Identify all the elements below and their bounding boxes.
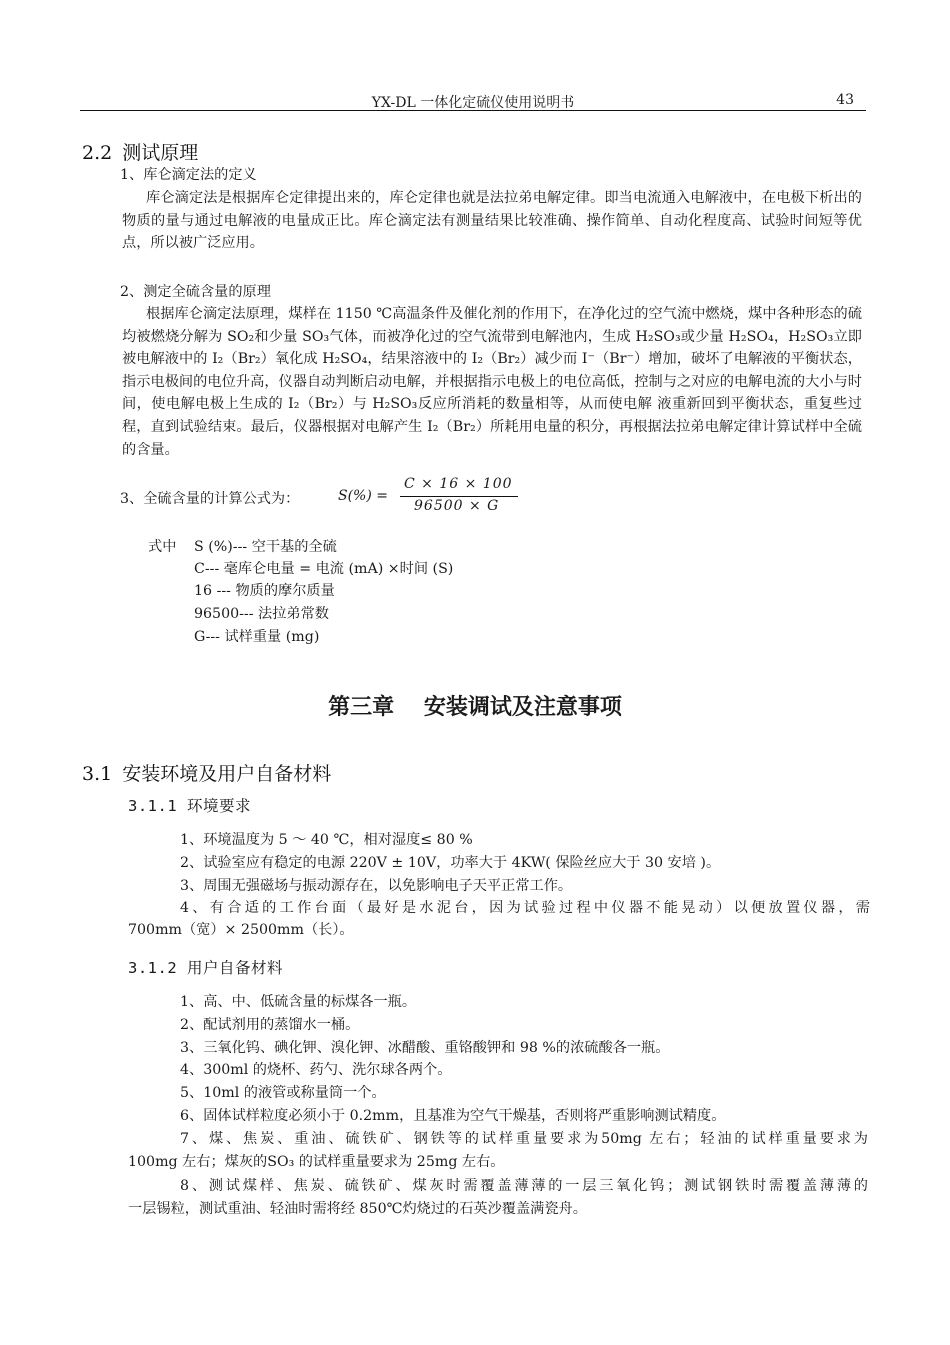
header-title: YX-DL 一体化定硫仪使用说明书: [371, 95, 575, 111]
formula-denominator: 96500 × G: [414, 498, 500, 514]
section-number: 3.1: [82, 763, 113, 785]
env-item: 1、环境温度为 5 ～ 40 ℃，相对湿度≤ 80 %: [180, 832, 473, 848]
fraction-bar: [400, 496, 518, 497]
material-item-7-line-1: 7、煤、焦炭、重油、硫铁矿、钢铁等的试样重量要求为50mg 左右；轻油的试样重量要求为: [180, 1131, 868, 1147]
sub1-title: 1、库仑滴定法的定义: [120, 167, 257, 183]
where-item: S (%)--- 空干基的全硫: [194, 539, 337, 555]
env-item-4-line-2: 700mm（宽）× 2500mm（长）。: [128, 922, 354, 938]
where-label: 式中: [148, 539, 177, 555]
section-title: 安装环境及用户自备材料: [122, 763, 332, 785]
env-item: 2、试验室应有稳定的电源 220V ± 10V，功率大于 4KW( 保险丝应大于 30 安培 )。: [180, 855, 721, 871]
subsection-3-1-2-heading: 3.1.2 用户自备材料: [128, 959, 283, 977]
env-item: 3、周围无强磁场与振动源存在，以免影响电子天平正常工作。: [180, 878, 573, 894]
page-number: 43: [836, 92, 854, 108]
section-2-2-heading: [82, 138, 198, 165]
where-item: 96500--- 法拉弟常数: [194, 606, 329, 622]
formula-numerator: C × 16 × 100: [404, 476, 513, 492]
material-item: 1、高、中、低硫含量的标煤各一瓶。: [180, 994, 417, 1010]
material-item: 6、固体试样粒度必须小于 0.2mm，且基准为空气干燥基，否则将严重影响测试精度。: [180, 1108, 726, 1124]
formula-fraction: [400, 476, 518, 518]
material-item: 2、配试剂用的蒸馏水一桶。: [180, 1017, 360, 1033]
page-header: [80, 90, 866, 111]
material-item: 5、10ml 的液管或称量筒一个。: [180, 1085, 386, 1101]
sub3-title: 3、全硫含量的计算公式为：: [120, 491, 300, 507]
formula-lhs: S(%) =: [338, 488, 388, 504]
material-item-8-line-1: 8、测试煤样、焦炭、硫铁矿、煤灰时需覆盖薄薄的一层三氧化钨；测试钢铁时需覆盖薄薄的: [180, 1178, 868, 1194]
subsection-3-1-1-heading: 3.1.1 环境要求: [128, 797, 251, 815]
section-title: 测试原理: [122, 142, 199, 164]
chapter-title: 第三章 安装调试及注意事项: [328, 695, 622, 720]
material-item-8-line-2: 一层锡粒，测试重油、轻油时需将经 850℃灼烧过的石英沙覆盖满瓷舟。: [128, 1201, 587, 1217]
sub1-paragraph: 库仑滴定法是根据库仑定律提出来的，库仑定律也就是法拉弟电解定律。即当电流通入电解液中，在电极下析出的物质的量与通过电解液的电量成正比。库仑滴定法有测量结果比较准确、操作简单、自动化程度高、试验时间短等优点，所以被广泛应用。: [122, 190, 862, 252]
sub2-title: 2、测定全硫含量的原理: [120, 284, 271, 300]
section-number: 2.2: [82, 142, 113, 164]
material-item: 3、三氧化钨、碘化钾、溴化钾、冰醋酸、重铬酸钾和 98 %的浓硫酸各一瓶。: [180, 1040, 670, 1056]
where-item: C--- 毫库仑电量 = 电流 (mA) ×时间 (S): [194, 561, 454, 577]
where-item: G--- 试样重量 (mg): [194, 629, 320, 645]
material-item-7-line-2: 100mg 左右；煤灰的SO₃ 的试样重量要求为 25mg 左右。: [128, 1154, 505, 1170]
section-3-1-heading: [82, 759, 331, 786]
env-item-4-line-1: 4、有合适的工作台面（最好是水泥台，因为试验过程中仪器不能晃动）以便放置仪器，需: [180, 900, 870, 916]
where-item: 16 --- 物质的摩尔质量: [194, 583, 335, 599]
sub2-paragraph: 根据库仑滴定法原理，煤样在 1150 ℃高温条件及催化剂的作用下，在净化过的空气流中燃烧，煤中各种形态的硫均被燃烧分解为 SO₂和少量 SO₃气体，而被净化过的空气流带到电解池内，生成 H₂SO₃或少量 H₂SO₄，H₂SO₃立即被电解液中的 I₂（Br₂）氧化成 H₂SO₄，结果溶液中的 I₂（Br₂）减少而 I⁻（Br⁻）增加，破坏了电解液的平衡状态，指示电极间的电位升高，仪器自动判断启动电解，并根据指示电极上的电位高低，控制与之对应的电解电流的大小与时间，使电解电极上生成的 I₂（Br₂）与 H₂SO₃反应所消耗的数量相等，从而使电解 液重新回到平衡状态，重复些过程，直到试验结束。最后，仪器根据对电解产生 I₂（Br₂）所耗用电量的积分，再根据法拉弟电解定律计算试样中全硫的含量。: [122, 306, 862, 458]
material-item: 4、300ml 的烧杯、药勺、洗尔球各两个。: [180, 1062, 452, 1078]
